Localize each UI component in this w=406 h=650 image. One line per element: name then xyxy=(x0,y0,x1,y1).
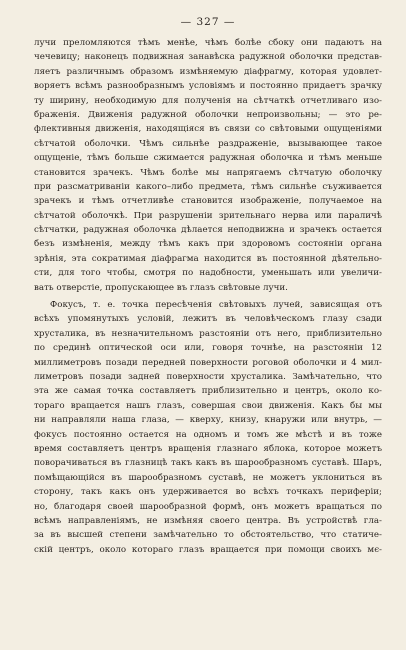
text-line: сѣтчатки, радужная оболочка дѣлается неподвижна и зрачекъ остается xyxy=(34,225,382,236)
text-line: лиметровъ позади задней поверхности хрусталика. Замѣчательно, что xyxy=(34,371,382,382)
text-line: сторону, такъ какъ онъ удерживается во всѣхъ точкахъ периферіи; xyxy=(34,487,382,498)
text-line: эта же самая точка составляетъ приблизительно и центръ, около ко- xyxy=(34,386,382,397)
paragraph xyxy=(34,298,382,557)
text-line: флективныя движенія, находящіяся въ связи со свѣтовыми ощущеніями xyxy=(34,124,382,135)
text-line: но, благодаря своей шарообразной формѣ, онъ можетъ вращаться по xyxy=(34,501,382,512)
text-line: за въ высшей степени замѣчательно то обстоятельство, что статиче- xyxy=(34,530,382,541)
text-line: сѣтчатой оболочки. Чѣмъ сильнѣе раздраженіе, вызывающее такое xyxy=(34,138,382,149)
text-line: помѣщающійся въ шарообразномъ суставѣ, не можетъ уклониться въ xyxy=(34,472,382,483)
body-text xyxy=(34,36,382,557)
text-line: зрачекъ и тѣмъ отчетливѣе становится изображеніе, получаемое на xyxy=(34,196,382,207)
text-line: ни направляли наша глаза, — кверху, книзу, кнаружи или внутрь, — xyxy=(34,415,382,426)
text-line: лучи преломляются тѣмъ менѣе, чѣмъ болѣе сбоку они падаютъ на xyxy=(34,38,382,48)
text-line: вать отверстіе, пропускающее въ глазъ свѣтовые лучи. xyxy=(34,282,288,293)
text-line: скій центръ, около котораго глазъ вращается при помощи своихъ мє- xyxy=(34,544,382,555)
text-line: тораго вращается нашъ глазъ, совершая свои движенія. Какъ бы мы xyxy=(34,400,382,411)
text-line: Фокусъ, т. е. точка пересѣченія свѣтовыхъ лучей, зависящая отъ xyxy=(50,300,382,311)
text-line: воряетъ всѣмъ разнообразнымъ условіямъ и постоянно придаетъ зрачку xyxy=(34,81,382,92)
text-line: ощущеніе, тѣмъ больше сжимается радужная оболочка и тѣмъ меньше xyxy=(34,153,382,164)
text-line: ту ширину, необходимую для полученія на сѣтчаткѣ отчетливаго изо- xyxy=(34,95,382,106)
text-line: чечевицу; наконецъ подвижная занавѣска радужной оболочки представ- xyxy=(34,52,382,63)
text-line: безъ измѣненія, между тѣмъ какъ при здоровомъ состояніи органа xyxy=(34,239,382,250)
text-line: браженія. Движенія радужной оболочки непроизвольны; — это ре- xyxy=(34,109,382,120)
text-line: всѣмъ направленіямъ, не измѣняя своего центра. Въ устройствѣ гла- xyxy=(34,515,382,526)
text-line: ляетъ различнымъ образомъ измѣняемую діафрагму, которая удовлет- xyxy=(34,66,382,77)
text-line: сти, для того чтобы, смотря по надобности, уменьшать или увеличи- xyxy=(34,268,382,279)
text-line: по срединѣ оптической оси или, говоря точнѣе, на разстояніи 12 xyxy=(34,343,382,354)
text-line: сѣтчатой оболочкѣ. При разрушеніи зрительнаго нерва или параличѣ xyxy=(34,210,382,221)
paragraph xyxy=(34,36,382,295)
text-line: становится зрачекъ. Чѣмъ болѣе мы напрягаемъ сѣтчатую оболочку xyxy=(34,167,382,178)
text-line: зрѣнія, эта сократимая діафрагма находится въ постоянной дѣятельно- xyxy=(34,253,382,264)
text-line: миллиметровъ позади передней поверхности роговой оболочки и 4 мил- xyxy=(34,357,382,368)
text-line: фокусъ постоянно остается на одномъ и томъ же мѣстѣ и въ тоже xyxy=(34,429,382,440)
text-line: время составляетъ центръ вращенія глазнаго яблока, которое можетъ xyxy=(34,443,382,454)
text-line: всѣхъ упомянутыхъ условій, лежитъ въ человѣческомъ глазу сзади xyxy=(34,314,382,325)
text-line: поворачиваться въ глазницѣ такъ какъ въ шарообразномъ суставѣ. Шаръ, xyxy=(34,458,382,469)
text-line: при разсматриваніи какого–либо предмета, тѣмъ сильнѣе съуживается xyxy=(34,181,382,192)
page-number: — 327 — xyxy=(180,16,236,28)
text-line: хрусталика, въ незначительномъ разстояніи отъ него, приблизительно xyxy=(34,328,382,339)
